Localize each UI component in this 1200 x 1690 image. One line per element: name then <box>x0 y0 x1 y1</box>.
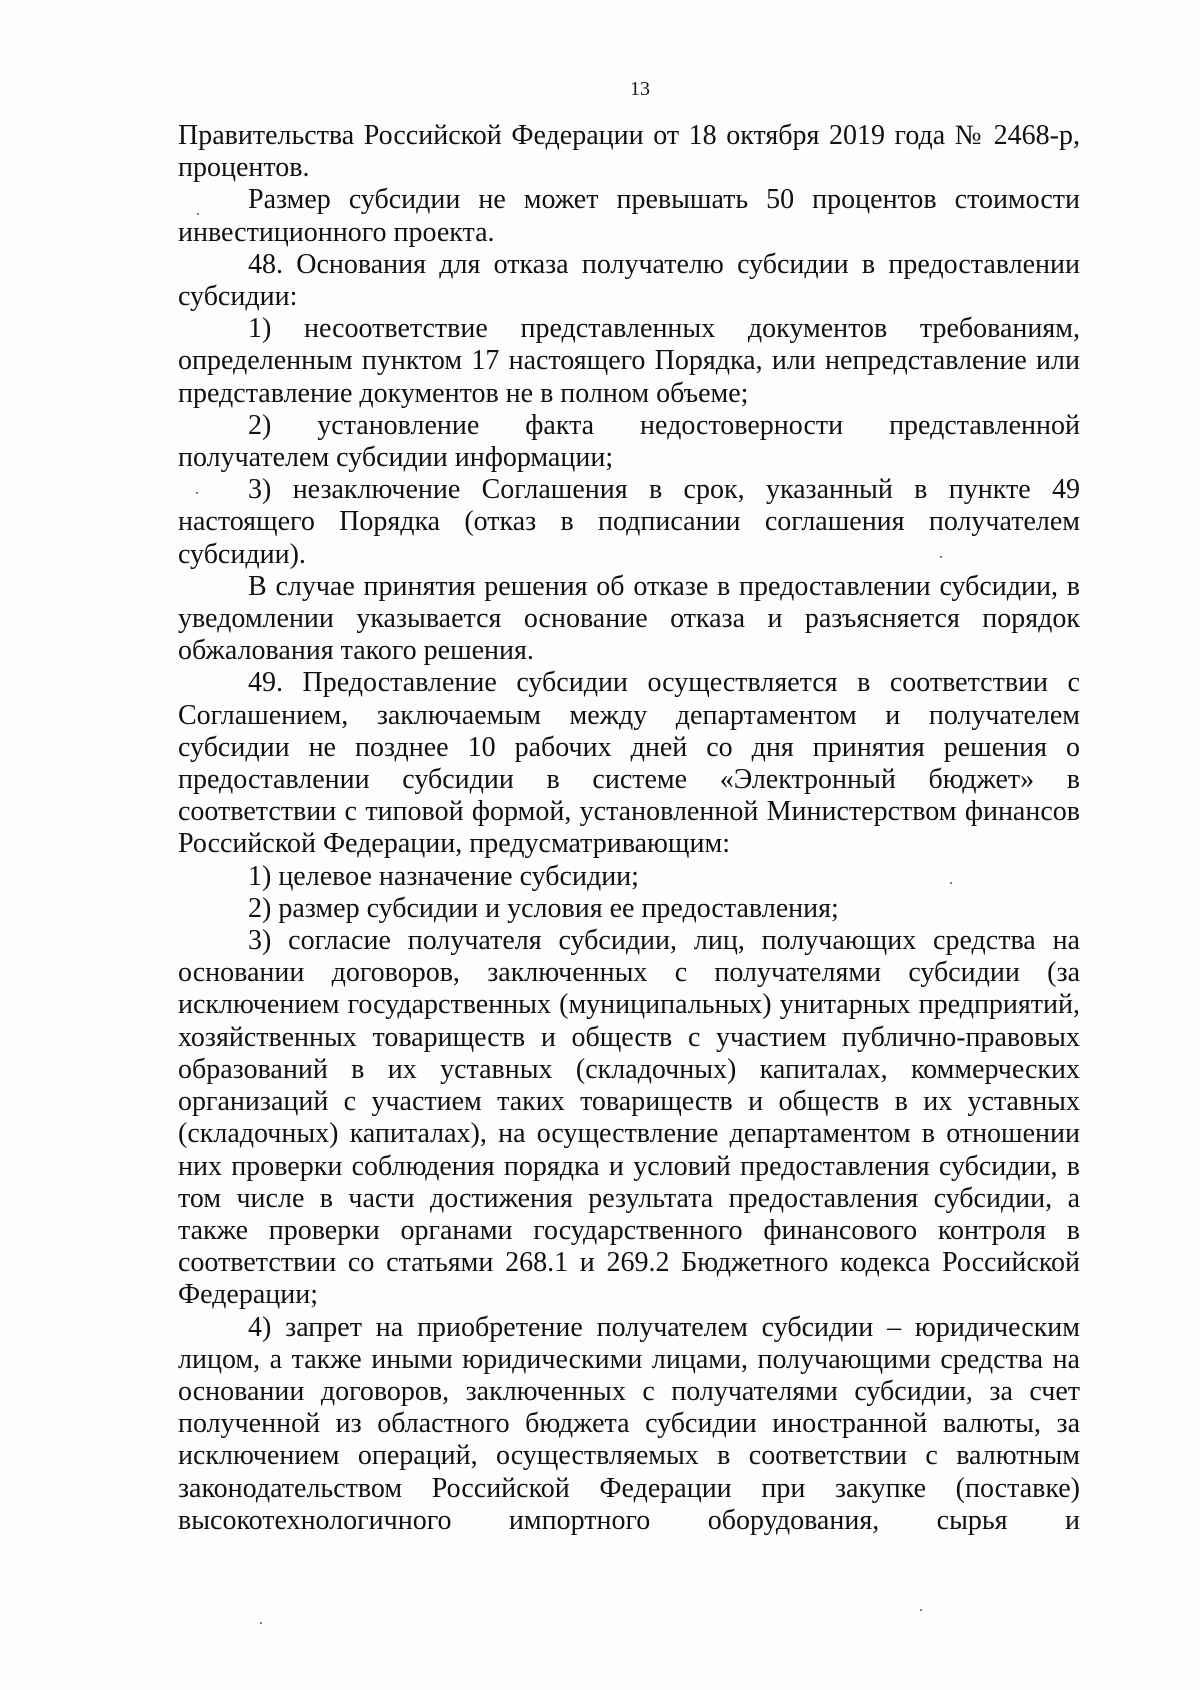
scan-speck <box>260 1622 262 1624</box>
scan-speck <box>950 882 952 884</box>
page-number: 13 <box>630 78 650 100</box>
list-item-49-2: 2) размер субсидии и условия ее предоставления; <box>248 892 839 924</box>
paragraph-49-agreement: 49. Предоставление субсидии осуществляется в соответствии с Соглашением, заключаемым между департаментом и получателем субсидии не позднее 10 рабочих дней со дня принятия решения о предоставлении субсидии в системе «Электронный бюджет» в соответствии с типовой формой, установленной Министерством финансов Российской Федерации, предусматривающим: <box>178 667 1080 860</box>
scan-speck <box>197 213 199 215</box>
document-body <box>178 120 1080 1537</box>
scan-speck <box>196 492 198 494</box>
list-item-49-1: 1) целевое назначение субсидии; <box>248 860 639 892</box>
list-item-49-4: 4) запрет на приобретение получателем субсидии – юридическим лицом, а также иными юридическими лицами, получающими средства на основании договоров, заключенных с получателями субсидии, за счет полученной из областного бюджета субсидии иностранной валюты, за исключением операций, осуществляемых в соответствии с валютным законодательством Российской Федерации при закупке (поставке) высокотехнологичного импортного оборудования, сырья и <box>178 1311 1080 1536</box>
scan-speck <box>920 1609 922 1611</box>
list-item-48-1: 1) несоответствие представленных документов требованиям, определенным пунктом 17 настоящего Порядка, или непредставление или представление документов не в полном объеме; <box>178 313 1080 409</box>
list-item-48-3: 3) незаключение Соглашения в срок, указанный в пункте 49 настоящего Порядка (отказ в подписании соглашения получателем субсидии). <box>178 474 1080 570</box>
paragraph-48-refusal-grounds: 48. Основания для отказа получателю субсидии в предоставлении субсидии: <box>178 248 1080 313</box>
paragraph-subsidy-limit: Размер субсидии не может превышать 50 процентов стоимости инвестиционного проекта. <box>178 184 1080 248</box>
scan-speck <box>940 556 942 558</box>
paragraph-continuation: Правительства Российской Федерации от 18 октября 2019 года № 2468-р, процентов. <box>178 120 1080 184</box>
list-item-48-2: 2) установление факта недостоверности представленной получателем субсидии информации; <box>178 409 1080 474</box>
list-item-49-3: 3) согласие получателя субсидии, лиц, получающих средства на основании договоров, заключенных с получателями субсидии (за исключением государственных (муниципальных) унитарных предприятий, хозяйственных товариществ и обществ с участием публично-правовых образований в их уставных (складочных) капиталах, коммерческих организаций с участием таких товариществ и обществ в их уставных (складочных) капиталах), на осуществление департаментом в отношении них проверки соблюдения порядка и условий предоставления субсидии, в том числе в части достижения результата предоставления субсидии, а также проверки органами государственного финансового контроля в соответствии со статьями 268.1 и 269.2 Бюджетного кодекса Российской Федерации; <box>178 925 1080 1311</box>
paragraph-refusal-notice: В случае принятия решения об отказе в предоставлении субсидии, в уведомлении указывается основание отказа и разъясняется порядок обжалования такого решения. <box>178 570 1080 667</box>
